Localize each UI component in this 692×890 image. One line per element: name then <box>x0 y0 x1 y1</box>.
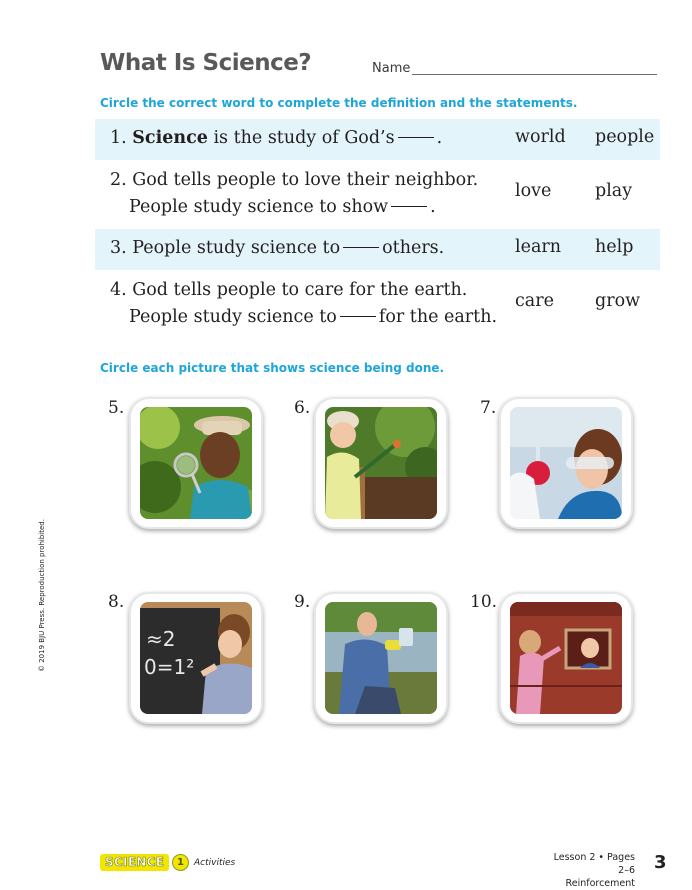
question-text-part: others. <box>382 238 445 258</box>
picture-card-6[interactable] <box>314 397 448 529</box>
picture-number: 10. <box>470 592 498 612</box>
picture-card-5[interactable] <box>129 397 263 529</box>
svg-text:≈2: ≈2 <box>146 627 176 651</box>
man-water-sample-photo <box>325 602 437 714</box>
svg-text:0=1²: 0=1² <box>144 655 195 679</box>
children-playhouse-photo <box>510 602 622 714</box>
picture-card-10[interactable] <box>499 592 633 724</box>
question-number: 1. <box>110 128 127 148</box>
question-text-part: People study science to <box>132 238 341 258</box>
choice-a[interactable]: learn <box>515 237 562 257</box>
question-row-1 <box>95 119 660 160</box>
question-line-2 <box>110 304 497 331</box>
logo-text: SCIENCE <box>100 854 169 871</box>
choice-b[interactable]: help <box>595 237 634 257</box>
section2-instruction: Circle each picture that shows science being done. <box>100 361 445 375</box>
question-text <box>110 277 497 331</box>
question-text-part: is the study of God’s <box>213 128 395 148</box>
picture-card-8[interactable] <box>129 592 263 724</box>
lesson-info <box>540 851 635 890</box>
question-text-part: People study science to show <box>129 197 389 217</box>
lesson-line: Lesson 2 • Pages 2–6 <box>553 852 635 876</box>
lesson-type: Reinforcement <box>565 878 635 889</box>
question-row-2 <box>95 161 660 228</box>
question-text-part: . <box>430 197 436 217</box>
grade-badge: 1 <box>172 854 189 871</box>
question-text <box>110 235 444 262</box>
question-text-part: God tells people to love their neighbor. <box>132 170 479 190</box>
question-text-part: God tells people to care for the earth. <box>132 280 468 300</box>
question-number: 4. <box>110 280 127 300</box>
picture-number: 8. <box>108 592 125 612</box>
name-field-line[interactable] <box>412 74 657 75</box>
copyright-notice: © 2019 BJU Press. Reproduction prohibited. <box>38 519 46 672</box>
page-number: 3 <box>654 852 667 873</box>
question-text <box>110 167 478 221</box>
question-number: 2. <box>110 170 127 190</box>
scientist-test-tube-photo <box>510 407 622 519</box>
bold-term: Science <box>132 128 208 148</box>
choice-a[interactable]: world <box>515 127 566 147</box>
question-text <box>110 125 442 152</box>
question-number: 3. <box>110 238 127 258</box>
child-watering-garden-photo <box>325 407 437 519</box>
question-text-part: People study science to <box>129 307 337 327</box>
answer-blank <box>398 137 434 138</box>
answer-blank <box>343 247 379 248</box>
question-text-part: . <box>436 128 443 148</box>
picture-number: 6. <box>294 398 311 418</box>
choice-b[interactable]: grow <box>595 291 641 311</box>
picture-card-7[interactable] <box>499 397 633 529</box>
choice-b[interactable]: play <box>595 181 633 201</box>
boy-magnifying-glass-photo <box>140 407 252 519</box>
boy-chalkboard-math-photo <box>140 602 252 714</box>
picture-number: 7. <box>480 398 497 418</box>
picture-number: 9. <box>294 592 311 612</box>
question-row-4 <box>95 271 660 338</box>
picture-card-9[interactable] <box>314 592 448 724</box>
answer-blank <box>391 206 427 207</box>
question-line-2 <box>110 194 478 221</box>
answer-blank <box>340 316 376 317</box>
footer-activities: Activities <box>194 858 236 868</box>
page-title: What Is Science? <box>100 50 312 76</box>
picture-number: 5. <box>108 398 125 418</box>
question-text-part: for the earth. <box>378 307 498 327</box>
choice-a[interactable]: love <box>515 181 552 201</box>
name-label: Name <box>372 61 411 76</box>
section1-instruction: Circle the correct word to complete the definition and the statements. <box>100 96 578 110</box>
choice-a[interactable]: care <box>515 291 554 311</box>
choice-b[interactable]: people <box>595 127 655 147</box>
question-row-3 <box>95 229 660 270</box>
